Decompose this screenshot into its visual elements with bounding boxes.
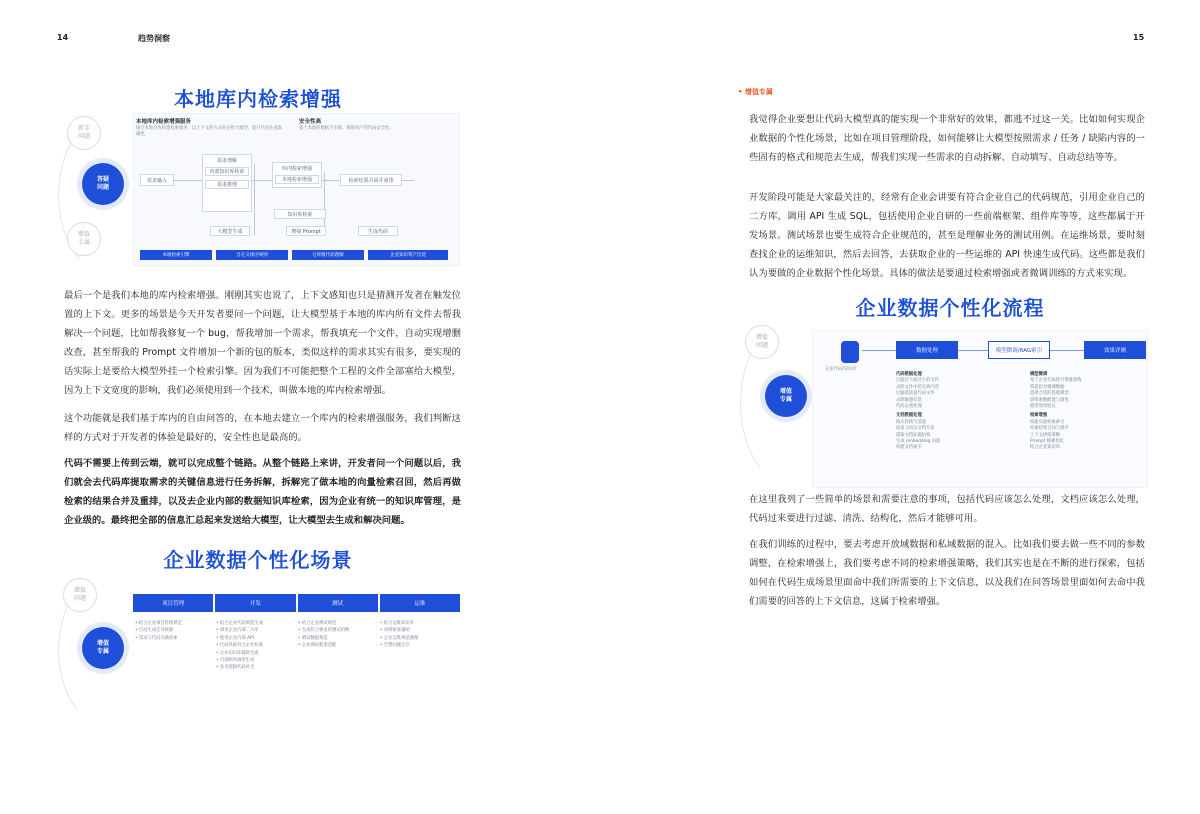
diagram-box: 检索结果召回并重排 <box>340 174 402 186</box>
timeline-circle-active: 答疑 问题 <box>82 163 124 205</box>
phase-column-1: • 结合企业项目管理规范 • 自动生成任务拆解 • 需求与代码关联检索 <box>135 620 211 642</box>
diagram-desc-left: 通过本地仓库构建检索服务，以上下文的方式补充给大模型，提升代码生成准确性。 <box>136 126 283 137</box>
timeline-circle-active: 增值 专属 <box>82 627 124 669</box>
diagram-box: 知识库检索 <box>274 209 326 219</box>
diagram-bar: 自定义排序规则 <box>216 250 288 260</box>
flow-step-data-processing: 数据处理 <box>896 341 958 359</box>
flow-column-model-tuning: 模型微调 基于企业代码进行增量训练 构造指令微调数据 选择合适的基础模型 训练参数配置与调优 模型效果验证 检索增强 构建向量检索索引 检索结果召回与排序 上下文拼接策略 Prompt 模板优化 结合企业知识库 <box>1030 372 1082 451</box>
diagram-box: 需求输入 <box>140 174 174 186</box>
paragraph: 我觉得企业要想让代码大模型真的能实现一个非常好的效果，都逃不过这一关。比如如何实现企业数据的个性化场景，比如在项目管理阶段，如何能够让大模型按照需求 / 任务 / 缺陷内容的一些固有的格式和规范去生成，帮我们实现一些需求的自动拆解、自动填写、自动总结等等。 <box>749 114 1145 163</box>
diagram-box: 生成代码 <box>358 226 398 236</box>
phase-testing: 测试 <box>298 594 378 612</box>
database-icon <box>841 341 859 363</box>
timeline-circle-top: 新手 问题 <box>67 116 101 150</box>
diagram-heading-right: 安全性高 <box>299 119 322 125</box>
flow-step-model-tuning: 模型微调/RAG索引 <box>988 341 1050 359</box>
timeline-circle-bottom: 增值 专属 <box>67 222 101 256</box>
paragraph: 开发阶段可能是大家最关注的，经常有企业会讲要有符合企业自己的代码规范，引用企业自己的二方库，调用 API 生成 SQL，包括使用企业自研的一些前端框架、组件库等等，这些都属于开发场景。测试场景也要生成符合企业规范的，甚至是理解业务的测试用例。在运维场景，要时刻查找企业的运维知识，然后去回答，去获取企业的一些运维的 API 快速生成代码。这些都是我们认为要做的企业数据个性化场景。具体的做法是要通过检索增强或者微调训练的方式来实现。 <box>749 192 1145 279</box>
paragraph: 在这里我列了一些简单的场景和需要注意的事项，包括代码应该怎么处理，文档应该怎么处理，代码过来要进行过滤、清洗、结构化，然后才能够可用。 <box>749 494 1145 524</box>
phase-development: 开发 <box>215 594 295 612</box>
timeline-circle-top: 增值 问题 <box>63 578 97 612</box>
page-number-left: 14 <box>57 33 69 42</box>
diagram-desc-right: 基于本地的数据不出域，保障用户的代码安全性。 <box>299 126 394 131</box>
flow-column-data-processing: 代码数据处理 过滤过大或过小的文件 去除文件中的无效内容 过滤低质量代码文件 去除敏感信息 代码去重处理 文档数据处理 格式转换与清洗 按语义切分文档片段 提取文档标题结构 生成 embedding 向量 构建文档索引 <box>896 372 941 451</box>
diagram-title-local-retrieval: 本地库内检索增强 <box>174 87 342 111</box>
phase-column-4: • 结合运维知识库 • 故障排查辅助 • 企业运维规范遵循 • 告警问题定位 <box>380 620 458 650</box>
timeline-circle-active: 增值 专属 <box>765 375 807 417</box>
diagram-bar: 本地检索引擎 <box>140 250 212 260</box>
diagram-bar: 企业知识资产沉淀 <box>368 250 448 260</box>
diagram-box: 本地检索增强 <box>275 175 319 184</box>
paragraph: 这个功能就是我们基于库内的自由问答的，在本地去建立一个库内的检索增强服务，我们判断这样的方式对于开发者的体验是最好的，安全性也是最高的。 <box>64 413 461 443</box>
paragraph: 在我们训练的过程中，要去考虑开放域数据和私域数据的混入。比如我们要去做一些不同的参数调整，在检索增强上，我们要考虑不同的检索增强策略，我们其实也是在不断的进行探索，包括如何在代码生成场景里面命中我们所需要的上下文信息，以及我们在问答场景里面如何去命中我们需要的回答的上下文信息，这属于检索增强。 <box>749 539 1145 607</box>
paragraph: 最后一个是我们本地的库内检索增强。刚刚其实也说了，上下文感知也只是猜测开发者在触发位置的上下文。更多的场景是今天开发者要问一个问题，让大模型基于本地的库内所有文件去帮我解决一个问题，比如帮我修复一个 bug，帮我增加一个需求，帮我填充一个文件，自动实现增删改查，甚至帮我的 Prompt 文件增加一个新的包的版本，类似这样的需求其实有很多，要实现的话实际上是要给大模型外挂一个检索引擎。因为我们不可能把整个工程的文件全部塞给大模型，因为上下文宽度的影响，我们必须使用到一个技术，叫做本地的库内检索增强。 <box>64 290 461 396</box>
diagram-title-enterprise-flow: 企业数据个性化流程 <box>855 296 1045 320</box>
diagram-bar: 仓库级代码理解 <box>292 250 364 260</box>
local-retrieval-diagram <box>133 113 460 266</box>
timeline-circle-top: 增值 问题 <box>745 325 779 359</box>
diagram-box: 需求推理 <box>205 180 249 189</box>
diagram-box: 需求理解 <box>202 154 252 212</box>
phase-operations: 运维 <box>380 594 460 612</box>
running-header-title: 趋势洞察 <box>138 34 170 43</box>
phase-column-2: • 结合企业代码规范生成 • 调用企业内部二方库 • 使用企业内部 API • 代码风格符合企业标准 • 企业知识库辅助生成 • 内部组件调用生成 • 业务逻辑代码补全 <box>216 620 292 672</box>
paragraph-bold: 代码不需要上传到云端，就可以完成整个链路。从整个链路上来讲，开发者问一个问题以后，我们就会去代码库提取需求的关键信息进行任务拆解，拆解完了做本地的向量检索召回，然后再做检索的结果合并及重排，以及去企业内部的数据知识库检索，因为企业有统一的知识库管理，是企业级的。最终把全部的信息汇总起来发送给大模型，让大模型去生成和解决问题。 <box>64 458 461 526</box>
phase-project-management: 项目管理 <box>133 594 213 612</box>
diagram-box: 库内检索增强 <box>272 162 322 188</box>
page-number-right: 15 <box>1133 33 1145 42</box>
diagram-box: 内部知识库检索 <box>205 167 249 176</box>
phase-column-3: • 结合企业测试规范 • 生成符合要求的测试用例 • 测试数据构造 • 企业测试框架适配 <box>298 620 374 650</box>
diagram-heading-left: 本地库内检索增强服务 <box>136 119 192 125</box>
diagram-box: 增强 Prompt <box>286 226 326 236</box>
phase-bar <box>133 594 460 612</box>
diagram-title-enterprise-scenarios: 企业数据个性化场景 <box>163 548 353 572</box>
diagram-box: 大模型生成 <box>210 226 250 236</box>
flow-step-evaluation: 效果评测 <box>1084 341 1146 359</box>
source-label: 企业代码/知识库 <box>825 367 857 372</box>
section-label: • 增值专属 <box>738 88 773 96</box>
